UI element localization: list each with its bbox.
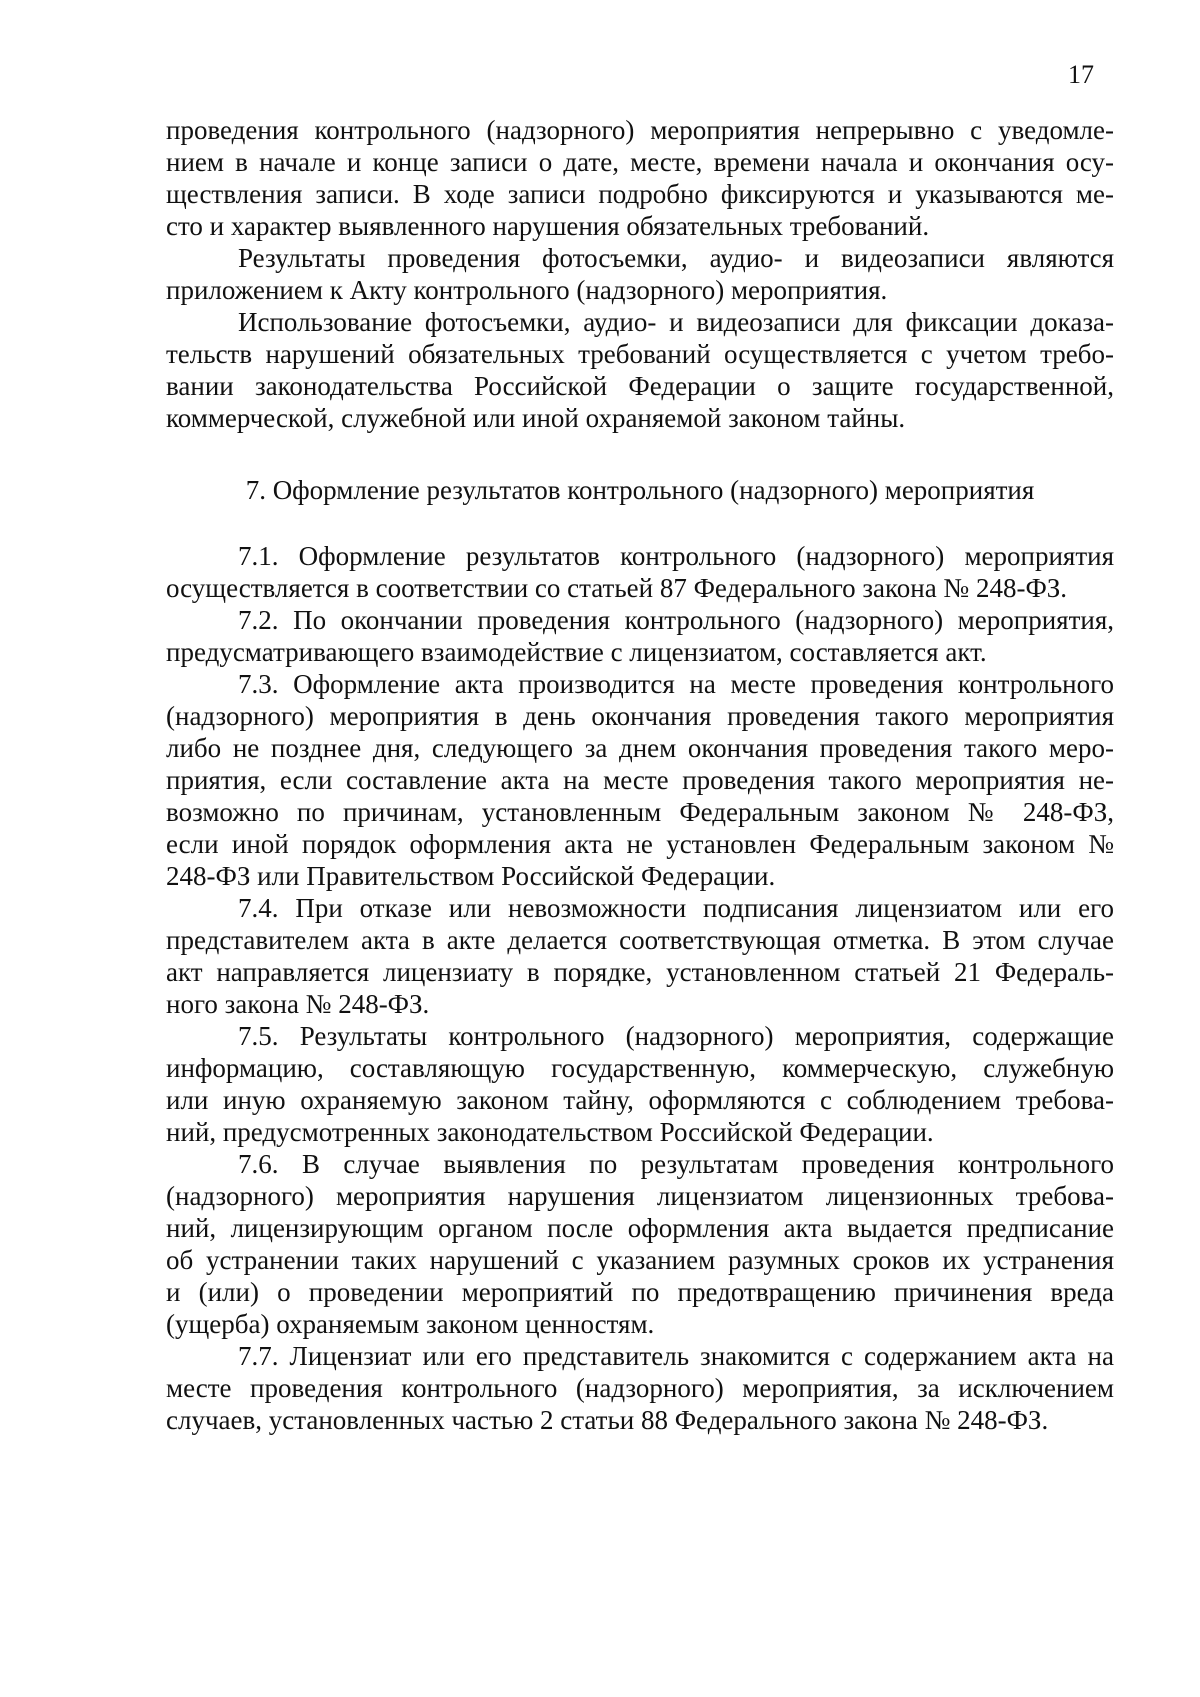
text-line: вании законодательства Российской Федерации о защите государственной, bbox=[166, 371, 1114, 401]
text-line: месте проведения контрольного (надзорного) мероприятия, за исключением bbox=[166, 1373, 1114, 1403]
text-line: акт направляется лицензиату в порядке, установленном статьей 21 Федераль- bbox=[166, 957, 1114, 987]
text-line: представителем акта в акте делается соответствующая отметка. В этом случае bbox=[166, 925, 1114, 955]
paragraph-first-line: 7.4. При отказе или невозможности подписания лицензиатом или его bbox=[238, 893, 1114, 923]
paragraph-first-line: 7.7. Лицензиат или его представитель знакомится с содержанием акта на bbox=[238, 1341, 1114, 1371]
text-line: случаев, установленных частью 2 статьи 88 Федерального закона № 248-ФЗ. bbox=[166, 1405, 1049, 1435]
text-line: коммерческой, служебной или иной охраняемой законом тайны. bbox=[166, 403, 906, 433]
paragraph-first-line: 7.6. В случае выявления по результатам проведения контрольного bbox=[238, 1149, 1114, 1179]
text-line: информацию, составляющую государственную, коммерческую, служебную bbox=[166, 1053, 1114, 1083]
text-line: тельств нарушений обязательных требований осуществляется с учетом требо- bbox=[166, 339, 1114, 369]
text-line: об устранении таких нарушений с указанием разумных сроков их устранения bbox=[166, 1245, 1114, 1275]
text-line: ществления записи. В ходе записи подробно фиксируются и указываются ме- bbox=[166, 179, 1114, 209]
text-line: нием в начале и конце записи о дате, месте, времени начала и окончания осу- bbox=[166, 147, 1114, 177]
text-line: (надзорного) мероприятия в день окончания проведения такого мероприятия bbox=[166, 701, 1114, 731]
paragraph-first-line: 7.2. По окончании проведения контрольного (надзорного) мероприятия, bbox=[238, 605, 1114, 635]
text-line: 248-ФЗ или Правительством Российской Федерации. bbox=[166, 861, 776, 891]
paragraph-first-line: 7.5. Результаты контрольного (надзорного) мероприятия, содержащие bbox=[238, 1021, 1114, 1051]
text-line: приложением к Акту контрольного (надзорного) мероприятия. bbox=[166, 275, 888, 305]
paragraph-first-line: 7.1. Оформление результатов контрольного (надзорного) мероприятия bbox=[238, 541, 1114, 571]
text-line: предусматривающего взаимодействие с лицензиатом, составляется акт. bbox=[166, 637, 987, 667]
text-line: (ущерба) охраняемым законом ценностям. bbox=[166, 1309, 655, 1339]
text-line: возможно по причинам, установленным Федеральным законом № 248-ФЗ, bbox=[166, 797, 1114, 827]
text-line: проведения контрольного (надзорного) мероприятия непрерывно с уведомле- bbox=[166, 115, 1114, 145]
section-heading: 7. Оформление результатов контрольного (надзорного) мероприятия bbox=[245, 475, 1035, 505]
text-line: или иную охраняемую законом тайну, оформляются с соблюдением требова- bbox=[166, 1085, 1114, 1115]
text-line: ного закона № 248-ФЗ. bbox=[166, 989, 430, 1019]
paragraph-first-line: Использование фотосъемки, аудио- и видеозаписи для фиксации доказа- bbox=[238, 307, 1114, 337]
paragraph-first-line: Результаты проведения фотосъемки, аудио- и видеозаписи являются bbox=[238, 243, 1114, 273]
text-line: (надзорного) мероприятия нарушения лицензиатом лицензионных требова- bbox=[166, 1181, 1114, 1211]
page-number: 17 bbox=[1068, 60, 1094, 89]
text-line: осуществляется в соответствии со статьей 87 Федерального закона № 248-ФЗ. bbox=[166, 573, 1068, 603]
text-line: и (или) о проведении мероприятий по предотвращению причинения вреда bbox=[166, 1277, 1114, 1307]
paragraph-first-line: 7.3. Оформление акта производится на месте проведения контрольного bbox=[238, 669, 1114, 699]
text-line: либо не позднее дня, следующего за днем окончания проведения такого меро- bbox=[166, 733, 1114, 763]
text-line: сто и характер выявленного нарушения обязательных требований. bbox=[166, 211, 930, 241]
text-line: приятия, если составление акта на месте проведения такого мероприятия не- bbox=[166, 765, 1114, 795]
text-line: ний, предусмотренных законодательством Российской Федерации. bbox=[166, 1117, 934, 1147]
text-line: ний, лицензирующим органом после оформления акта выдается предписание bbox=[166, 1213, 1114, 1243]
text-line: если иной порядок оформления акта не установлен Федеральным законом № bbox=[166, 829, 1114, 859]
